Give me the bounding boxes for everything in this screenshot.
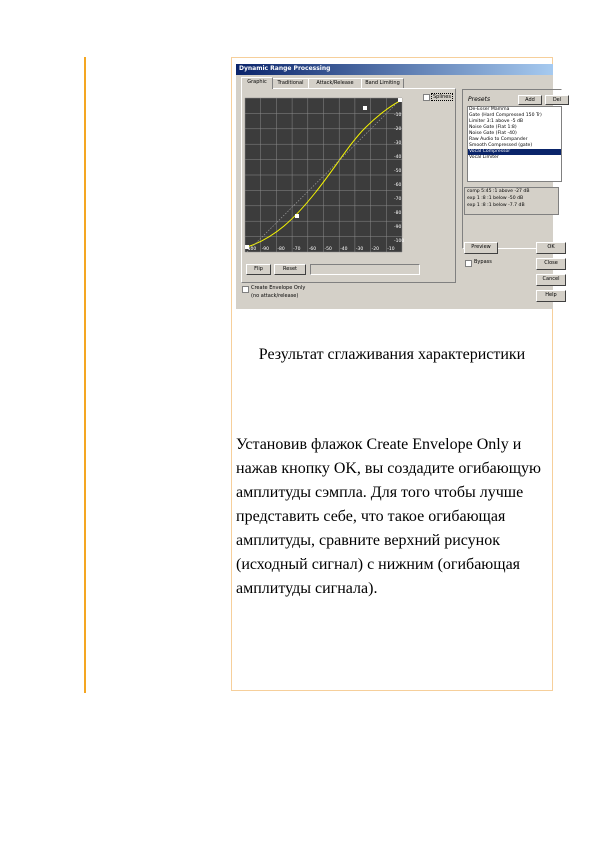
right-tick-label: -70 <box>394 197 402 202</box>
right-tick-label: -20 <box>394 127 402 132</box>
bottom-tick-label: -60 <box>308 247 317 252</box>
preset-list-item[interactable]: Vocal Compressor <box>468 149 561 155</box>
tab-attack-release[interactable]: Attack/Release <box>308 78 362 89</box>
create-envelope-label: Create Envelope Only <box>251 285 306 291</box>
dynamic-range-screenshot <box>236 64 562 309</box>
tab-band-limiting[interactable]: Band Limiting <box>361 78 404 89</box>
preset-info-line: exp 1 :8 :1 below -50 dB <box>467 196 524 201</box>
create-envelope-checkbox[interactable] <box>242 286 249 293</box>
presets-title: Presets <box>468 96 491 103</box>
bottom-tick-label: -10 <box>387 247 395 252</box>
tab-graphic[interactable]: Graphic <box>241 77 273 89</box>
right-tick-label: -50 <box>394 169 402 174</box>
flip-button[interactable]: Flip <box>246 264 271 275</box>
splines-checkbox[interactable] <box>423 94 430 101</box>
right-tick-label: -10 <box>394 113 402 118</box>
delete-preset-button[interactable]: Del <box>545 95 569 105</box>
preset-list-item[interactable]: Gate (Hard Compressed 150 Tr) <box>469 113 542 118</box>
right-tick-label: -30 <box>394 141 402 146</box>
bottom-tick-label: -30 <box>355 247 364 252</box>
reset-button[interactable]: Reset <box>274 264 306 275</box>
right-tick-label: -80 <box>394 211 402 216</box>
curve-point[interactable] <box>363 106 367 110</box>
splines-label: Splines <box>433 94 451 100</box>
right-tick-label: -60 <box>394 183 402 188</box>
transfer-curve-graph[interactable] <box>245 98 405 252</box>
window-title: Dynamic Range Processing <box>239 65 331 72</box>
bypass-label: Bypass <box>474 259 492 265</box>
preview-button[interactable]: Preview <box>464 242 498 254</box>
preset-info-line: comp 5:45 :1 above -27 dB <box>467 189 530 194</box>
curve-point[interactable] <box>295 214 299 218</box>
right-tick-label: -40 <box>394 155 402 160</box>
bottom-tick-label: -20 <box>371 247 379 252</box>
ok-button[interactable]: OK <box>536 242 566 254</box>
bottom-tick-label: -80 <box>277 247 285 252</box>
left-accent-rule <box>84 57 86 693</box>
preset-list-item[interactable]: Smooth Compressed (gate) <box>469 143 533 148</box>
bottom-tick-label: -100 <box>246 247 257 252</box>
close-button[interactable]: Close <box>536 258 566 270</box>
bypass-checkbox[interactable] <box>465 260 472 267</box>
preset-info-panel <box>464 187 559 215</box>
right-tick-label: -90 <box>394 225 402 230</box>
tab-traditional[interactable]: Traditional <box>272 78 309 89</box>
preset-list-item[interactable]: Vocal Limiter <box>469 155 499 160</box>
preset-list-item[interactable]: Noise Gate (Flat 1:8) <box>469 125 517 130</box>
bottom-tick-label: -90 <box>261 247 270 252</box>
create-envelope-sublabel: (no attack/release) <box>251 293 299 299</box>
bottom-tick-label: -50 <box>324 247 332 252</box>
preset-info-line: exp 1 :8 :1 below -7.7 dB <box>467 203 525 208</box>
preset-list-item[interactable]: Limiter 3:1 above -5 dB <box>469 119 524 124</box>
bottom-tick-label: -40 <box>340 247 348 252</box>
bottom-tick-label: -70 <box>293 247 301 252</box>
presets-list[interactable] <box>467 106 562 182</box>
figure-caption: Результат сглаживания характеристики <box>258 346 526 363</box>
window-titlebar <box>236 64 553 75</box>
cancel-button[interactable]: Cancel <box>536 274 566 286</box>
right-tick-label: -100 <box>394 239 405 244</box>
preset-list-item[interactable]: Raw Audio to Compander <box>469 137 528 142</box>
curve-point[interactable] <box>398 98 402 102</box>
status-field <box>310 264 420 275</box>
preset-list-item[interactable]: Noise Gate (Flat -40) <box>469 131 517 136</box>
add-preset-button[interactable]: Add <box>518 95 542 105</box>
preset-list-item[interactable]: De-Esser Mamma <box>469 107 510 112</box>
body-paragraph: Установив флажок Create Envelope Only и нажав кнопку OK, вы создадите огибающую амплитуды сэмпла. Для того чтобы лучше представить себе, что такое огибающая амплитуды, сравните верхний рисунок (исходный сигнал) с нижним (огибающая амплитуды сигнала). <box>236 436 541 597</box>
help-button[interactable]: Help <box>536 290 566 302</box>
